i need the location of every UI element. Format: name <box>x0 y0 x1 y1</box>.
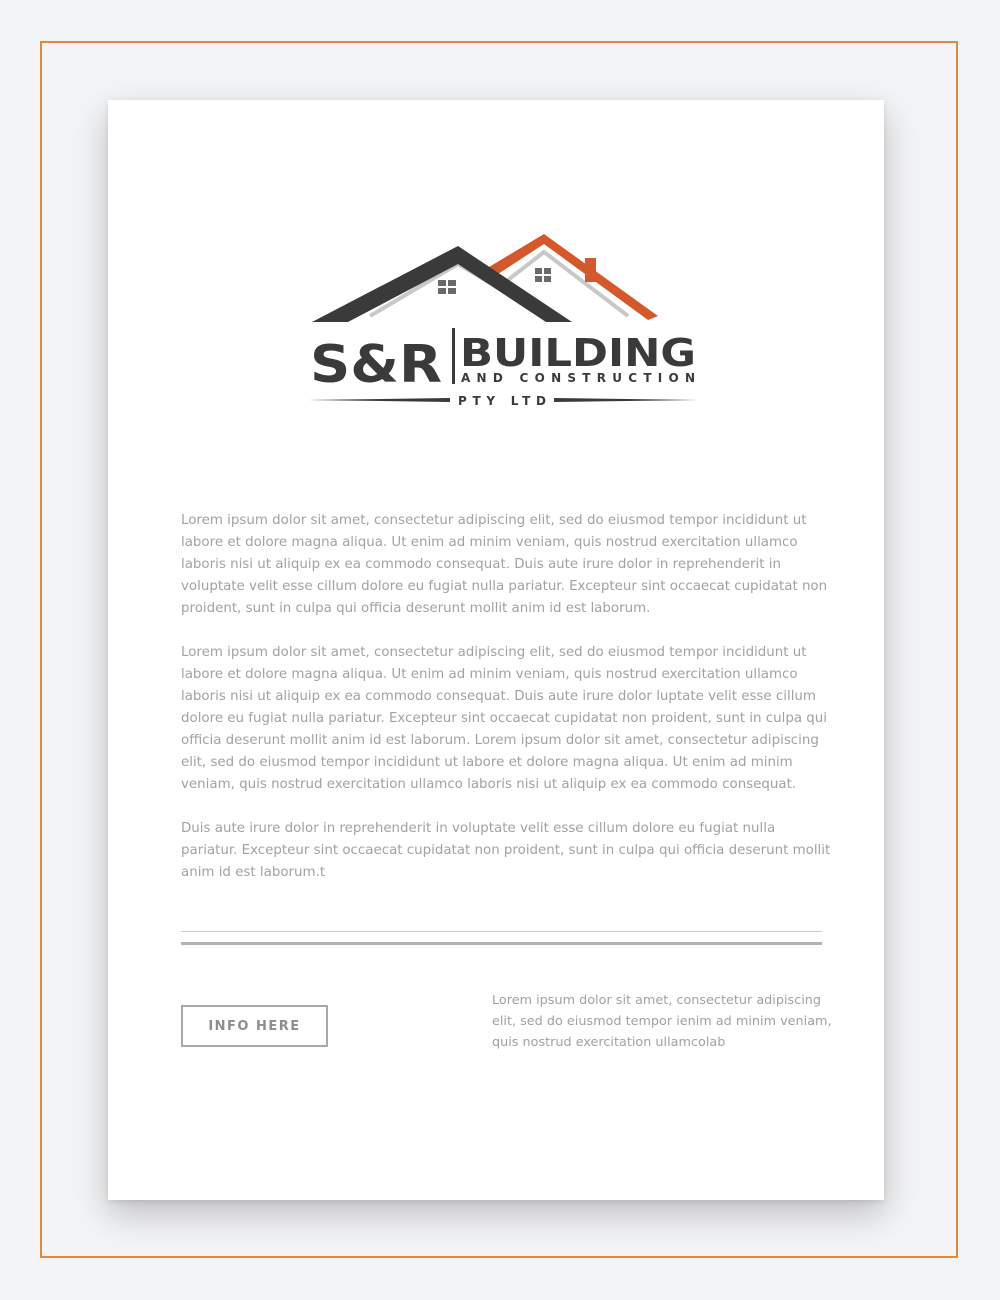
logo-divider <box>452 328 455 384</box>
body-paragraph: Lorem ipsum dolor sit amet, consectetur adipiscing elit, sed do eiusmod tempor incididunt ut labore et dolore magna aliqua. Ut enim ad minim veniam, quis nostrud exercitation ullamco laboris nisi ut aliquip ex ea commodo consequat. Duis aute irure dolor in reprehenderit in voluptate velit esse cillum dolore eu fugiat nulla pariatur. Excepteur sint occaecat cupidatat non proident, sunt in culpa qui officia deserunt mollit anim id est laborum. <box>181 513 828 616</box>
house-roofs-icon <box>308 230 700 410</box>
footer-text: Lorem ipsum dolor sit amet, consectetur adipiscing elit, sed do eiusmod tempor ienim ad minim veniam, quis nostrud exercitation ullamcolab <box>492 993 832 1050</box>
letterhead-page <box>108 100 884 1200</box>
logo-underline-left <box>308 398 450 402</box>
logo-underline-right <box>554 398 698 402</box>
logo-monogram: S&R <box>310 335 442 395</box>
window-icon-left <box>438 280 456 294</box>
letter-body <box>181 510 831 906</box>
info-here-button[interactable] <box>181 1005 328 1047</box>
info-here-label: INFO HERE <box>208 1018 301 1034</box>
footer-divider-thin <box>181 931 822 932</box>
company-logo <box>308 230 700 410</box>
body-paragraph: Duis aute irure dolor in reprehenderit in voluptate velit esse cillum dolore eu fugiat nulla pariatur. Excepteur sint occaecat cupidatat non proident, sunt in culpa qui officia deserunt mollit anim id est laborum.t <box>181 821 831 880</box>
logo-name: BUILDING <box>460 331 696 375</box>
window-icon-right <box>535 268 551 282</box>
logo-suffix: PTY LTD <box>458 394 546 408</box>
body-paragraph: Lorem ipsum dolor sit amet, consectetur adipiscing elit, sed do eiusmod tempor incididunt ut labore et dolore magna aliqua. Ut enim ad minim veniam, quis nostrud exercitation ullamco laboris nisi ut aliquip ex ea commodo consequat. Duis aute irure dolor luptate velit esse cillum dolore eu fugiat nulla pariatur. Excepteur sint occaecat cupidatat non proident, sunt in culpa qui officia deserunt mollit anim id est laborum. Lorem ipsum dolor sit amet, consectetur adipiscing elit, sed do eiusmod tempor incididunt ut labore et dolore magna aliqua. Ut enim ad minim veniam, quis nostrud exercitation ullamco laboris nisi ut aliquip ex ea commodo consequat. <box>181 645 828 792</box>
chimney <box>585 258 596 282</box>
footer-divider-thick <box>181 942 822 945</box>
logo-tagline: AND CONSTRUCTION <box>461 371 695 385</box>
